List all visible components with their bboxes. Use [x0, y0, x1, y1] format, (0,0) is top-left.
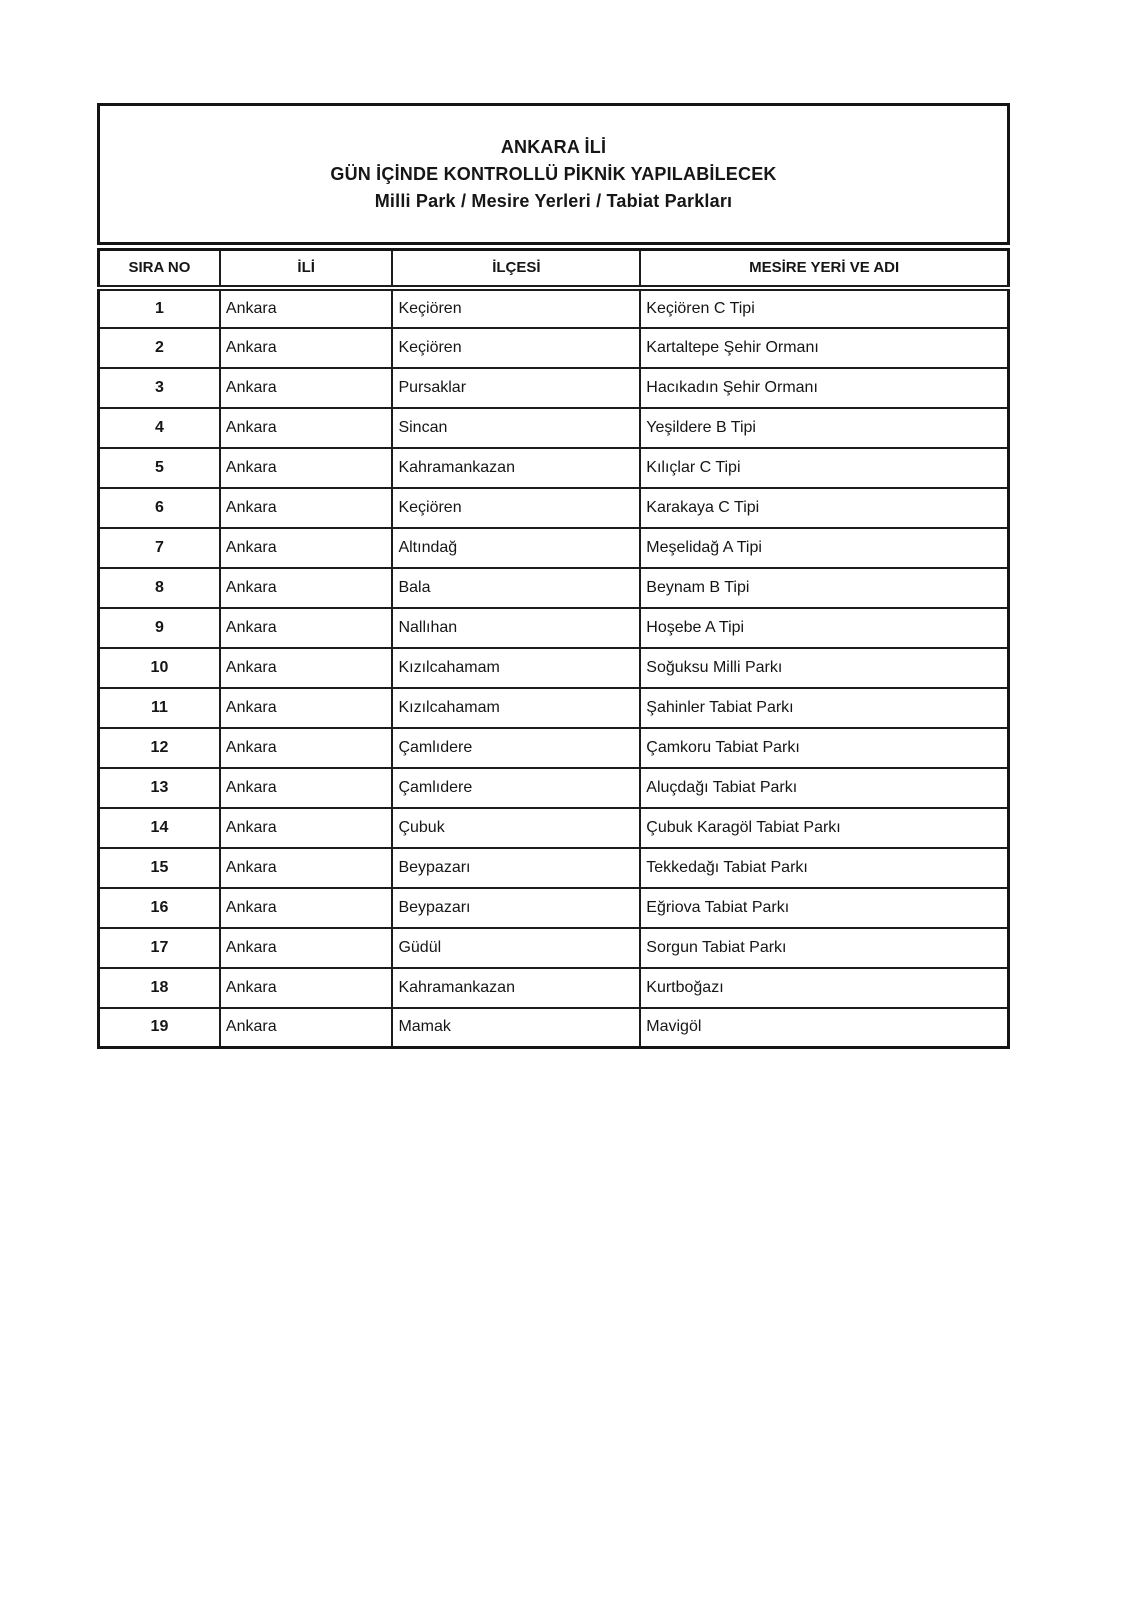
cell-sira-no: 16 [99, 888, 220, 928]
title-line-province: ANKARA İLİ [500, 136, 607, 157]
cell-sira-no: 17 [99, 928, 220, 968]
cell-sira-no: 1 [99, 288, 220, 328]
cell-mesire-yeri: Eğriova Tabiat Parkı [640, 888, 1008, 928]
cell-sira-no: 15 [99, 848, 220, 888]
cell-mesire-yeri: Meşelidağ A Tipi [640, 528, 1008, 568]
col-header-mesire-yeri: MESİRE YERİ VE ADI [640, 250, 1008, 288]
cell-mesire-yeri: Yeşildere B Tipi [640, 408, 1008, 448]
cell-ilcesi: Keçiören [392, 488, 640, 528]
table-row [99, 968, 1009, 1008]
cell-mesire-yeri: Aluçdağı Tabiat Parkı [640, 768, 1008, 808]
table-row [99, 608, 1009, 648]
cell-ili: Ankara [220, 328, 393, 368]
cell-ili: Ankara [220, 768, 393, 808]
cell-ili: Ankara [220, 288, 393, 328]
cell-sira-no: 6 [99, 488, 220, 528]
cell-ilcesi: Beypazarı [392, 848, 640, 888]
document-content [97, 103, 1010, 1049]
cell-ili: Ankara [220, 448, 393, 488]
cell-ilcesi: Kızılcahamam [392, 688, 640, 728]
table-row [99, 288, 1009, 328]
cell-ilcesi: Keçiören [392, 328, 640, 368]
cell-mesire-yeri: Keçiören C Tipi [640, 288, 1008, 328]
cell-ilcesi: Altındağ [392, 528, 640, 568]
table-row [99, 728, 1009, 768]
col-header-sira-no: SIRA NO [99, 250, 220, 288]
cell-sira-no: 18 [99, 968, 220, 1008]
cell-sira-no: 13 [99, 768, 220, 808]
cell-mesire-yeri: Soğuksu Milli Parkı [640, 648, 1008, 688]
cell-sira-no: 19 [99, 1008, 220, 1048]
cell-mesire-yeri: Kılıçlar C Tipi [640, 448, 1008, 488]
table-body [99, 288, 1009, 1048]
cell-ili: Ankara [220, 968, 393, 1008]
cell-ili: Ankara [220, 408, 393, 448]
cell-ili: Ankara [220, 928, 393, 968]
cell-ili: Ankara [220, 488, 393, 528]
cell-ilcesi: Çubuk [392, 808, 640, 848]
cell-ili: Ankara [220, 808, 393, 848]
cell-ilcesi: Bala [392, 568, 640, 608]
cell-ili: Ankara [220, 648, 393, 688]
cell-ilcesi: Nallıhan [392, 608, 640, 648]
table-row [99, 408, 1009, 448]
cell-ilcesi: Mamak [392, 1008, 640, 1048]
cell-ili: Ankara [220, 848, 393, 888]
table-row [99, 848, 1009, 888]
table-row [99, 568, 1009, 608]
cell-ilcesi: Kahramankazan [392, 968, 640, 1008]
table-row [99, 768, 1009, 808]
cell-sira-no: 9 [99, 608, 220, 648]
cell-sira-no: 14 [99, 808, 220, 848]
table-row [99, 928, 1009, 968]
cell-sira-no: 3 [99, 368, 220, 408]
cell-mesire-yeri: Beynam B Tipi [640, 568, 1008, 608]
table-row [99, 688, 1009, 728]
table-header-row [99, 250, 1009, 288]
title-line-categories: Milli Park / Mesire Yerleri / Tabiat Parkları [374, 190, 733, 211]
cell-ili: Ankara [220, 528, 393, 568]
table-row [99, 528, 1009, 568]
cell-sira-no: 5 [99, 448, 220, 488]
cell-ilcesi: Çamlıdere [392, 768, 640, 808]
cell-ili: Ankara [220, 568, 393, 608]
table-row [99, 888, 1009, 928]
cell-ilcesi: Beypazarı [392, 888, 640, 928]
title-line-subject: GÜN İÇİNDE KONTROLLÜ PİKNİK YAPILABİLECEK [330, 163, 777, 184]
cell-ili: Ankara [220, 1008, 393, 1048]
cell-ilcesi: Çamlıdere [392, 728, 640, 768]
cell-sira-no: 11 [99, 688, 220, 728]
cell-mesire-yeri: Şahinler Tabiat Parkı [640, 688, 1008, 728]
cell-mesire-yeri: Karakaya C Tipi [640, 488, 1008, 528]
cell-mesire-yeri: Çamkoru Tabiat Parkı [640, 728, 1008, 768]
cell-ili: Ankara [220, 688, 393, 728]
cell-mesire-yeri: Sorgun Tabiat Parkı [640, 928, 1008, 968]
cell-ilcesi: Keçiören [392, 288, 640, 328]
cell-ili: Ankara [220, 368, 393, 408]
table-row [99, 648, 1009, 688]
table-row [99, 328, 1009, 368]
cell-sira-no: 12 [99, 728, 220, 768]
cell-mesire-yeri: Kurtboğazı [640, 968, 1008, 1008]
table-row [99, 1008, 1009, 1048]
picnic-areas-table [97, 248, 1010, 1049]
cell-sira-no: 10 [99, 648, 220, 688]
cell-ilcesi: Güdül [392, 928, 640, 968]
table-row [99, 368, 1009, 408]
cell-ili: Ankara [220, 728, 393, 768]
cell-ilcesi: Sincan [392, 408, 640, 448]
table-row [99, 808, 1009, 848]
cell-sira-no: 2 [99, 328, 220, 368]
cell-sira-no: 8 [99, 568, 220, 608]
cell-ilcesi: Kızılcahamam [392, 648, 640, 688]
cell-ili: Ankara [220, 888, 393, 928]
cell-sira-no: 4 [99, 408, 220, 448]
cell-ilcesi: Pursaklar [392, 368, 640, 408]
cell-mesire-yeri: Tekkedağı Tabiat Parkı [640, 848, 1008, 888]
table-row [99, 448, 1009, 488]
col-header-ilcesi: İLÇESİ [392, 250, 640, 288]
title-box [97, 103, 1010, 245]
table-row [99, 488, 1009, 528]
cell-mesire-yeri: Hacıkadın Şehir Ormanı [640, 368, 1008, 408]
cell-mesire-yeri: Çubuk Karagöl Tabiat Parkı [640, 808, 1008, 848]
cell-mesire-yeri: Kartaltepe Şehir Ormanı [640, 328, 1008, 368]
table-header [99, 250, 1009, 288]
cell-ili: Ankara [220, 608, 393, 648]
cell-ilcesi: Kahramankazan [392, 448, 640, 488]
cell-sira-no: 7 [99, 528, 220, 568]
cell-mesire-yeri: Mavigöl [640, 1008, 1008, 1048]
cell-mesire-yeri: Hoşebe A Tipi [640, 608, 1008, 648]
col-header-ili: İLİ [220, 250, 393, 288]
